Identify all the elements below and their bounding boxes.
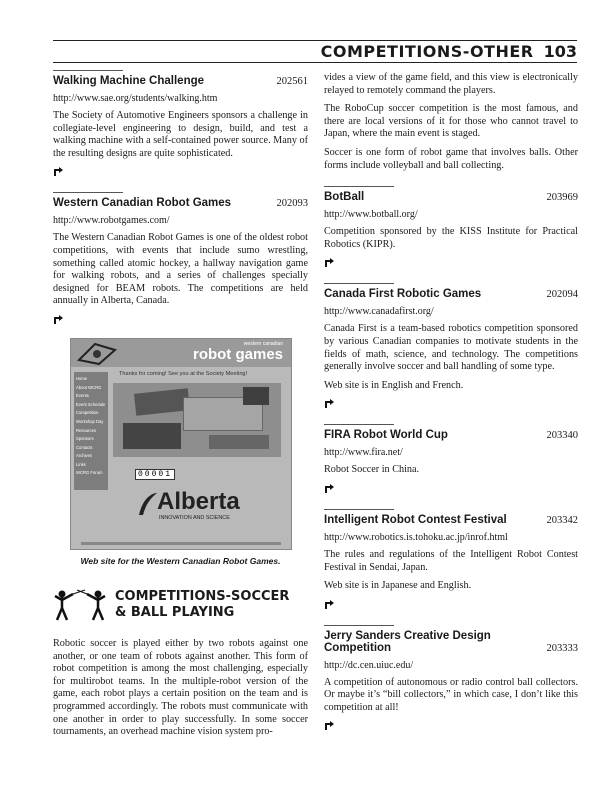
screenshot-nav-item[interactable]: Workshop Day: [76, 418, 104, 424]
entry-url[interactable]: http://www.sae.org/students/walking.htm: [53, 93, 218, 104]
left-column: [53, 70, 308, 739]
entry-name: Walking Machine Challenge: [53, 75, 205, 87]
screenshot-nav-item[interactable]: Events: [76, 393, 89, 399]
intro-paragraph: The RoboCup soccer competition is the most famous, and there are local versions of it for those who cannot travel to Japan, where the main event is staged.: [324, 103, 578, 140]
entry-description: Competition sponsored by the KISS Institute for Practical Robotics (KIPR).: [324, 226, 578, 250]
poster-image: [113, 383, 281, 457]
section-intro: Robotic soccer is played either by two robots against one another, or one team of robots against another. This form of robot competition is among the most challenging, especially for multirobot teams. In the multiple-robot version of the game, each robot plays a certain position on the team and is programmed accordingly. The robots must communicate with one another in order to play successfully. In some soccer tournaments, an overhead machine vision system pro-: [53, 637, 308, 738]
brand-small: western canadian: [243, 340, 283, 347]
screenshot-nav-item[interactable]: Sponsors: [76, 436, 94, 442]
entry-intelligent-robot: [324, 509, 578, 611]
right-column: [324, 72, 578, 732]
entry-description: The Western Canadian Robot Games is one of the oldest robot competitions, with events that include sumo wrestling, something called atomic hockey, a hallway navigation game for walking robots, and a series of challenges specially designed for BEAM robots. The competitions are held annually in Alberta, Canada.: [53, 232, 308, 307]
section-title-line2: & BALL PLAYING: [115, 604, 235, 620]
entry-code: 203969: [546, 192, 578, 204]
entry-code: 203342: [546, 514, 578, 526]
entry-note: Web site is in Japanese and English.: [324, 580, 472, 592]
pointing-hand-icon: [324, 257, 336, 269]
entry-name: Canada First Robotic Games: [324, 288, 482, 301]
entry-jerry-sanders: [324, 625, 578, 733]
pointing-hand-icon: [324, 398, 336, 410]
entry-name: Jerry Sanders Creative Design Competition: [324, 629, 491, 654]
entry-name: Western Canadian Robot Games: [53, 197, 232, 210]
screenshot-nav-item[interactable]: Links: [76, 461, 86, 467]
entry-code: 202093: [276, 198, 308, 210]
screenshot-nav-item[interactable]: Resources: [76, 427, 97, 433]
screenshot-nav-item[interactable]: About WCRG: [76, 384, 102, 390]
entry-note: Web site is in English and French.: [324, 379, 464, 391]
screenshot-nav-item[interactable]: Event Schedule: [76, 401, 106, 407]
screenshot-nav-item[interactable]: Archives: [76, 453, 93, 459]
pointing-hand-icon: [324, 599, 336, 611]
screenshot-nav: [74, 372, 108, 490]
visit-counter: 00001: [135, 469, 175, 480]
alberta-swoosh-icon: [137, 491, 159, 517]
section-heading: [53, 588, 308, 622]
entry-description: Canada First is a team-based robotics competition sponsored by various Canadian companies to motivate students in the fields of math, science, and technology. The competitions generally involve soccer and ball handling of some type.: [324, 323, 578, 373]
pointing-hand-icon: [53, 166, 65, 178]
intro-paragraph: vides a view of the game field, and this view is electronically relayed to remotely command the players.: [324, 72, 578, 96]
thanks-text: Thanks for coming! See you at the Society Meeting!: [119, 370, 248, 377]
entry-walking-machine: [53, 70, 308, 178]
entry-canada-first: [324, 283, 578, 410]
figure-caption: Web site for the Western Canadian Robot Games.: [80, 555, 281, 566]
entry-code: 202094: [546, 289, 578, 301]
screenshot-nav-item[interactable]: Home: [76, 375, 88, 381]
page-title: COMPETITIONS-OTHER: [320, 41, 534, 61]
entry-code: 203333: [546, 642, 578, 654]
alberta-logo: Alberta INNOVATION AND SCIENCE: [137, 489, 257, 521]
pointing-hand-icon: [53, 314, 65, 326]
entry-url[interactable]: http://www.robotgames.com/: [53, 215, 170, 227]
entry-description: Robot Soccer in China.: [324, 464, 420, 476]
entry-name: BotBall: [324, 191, 365, 204]
entry-url[interactable]: http://dc.cen.uiuc.edu/: [324, 659, 414, 671]
entry-western-canadian: [53, 192, 308, 326]
entry-name: FIRA Robot World Cup: [324, 429, 448, 442]
screenshot-nav-item[interactable]: Contacts: [76, 444, 93, 450]
entry-botball: [324, 186, 578, 269]
screenshot-nav-item[interactable]: WCRG Forum: [76, 470, 103, 476]
entry-url[interactable]: http://www.fira.net/: [324, 447, 403, 459]
website-screenshot: [70, 338, 292, 550]
entry-url[interactable]: http://www.botball.org/: [324, 209, 418, 221]
section-title-line1: COMPETITIONS-SOCCER: [115, 588, 290, 604]
robot-logo-icon: [75, 340, 119, 366]
entry-fira: [324, 424, 578, 495]
brand-name: robot games: [192, 345, 283, 363]
header-rule-bottom: [53, 62, 577, 63]
entry-name: Intelligent Robot Contest Festival: [324, 513, 507, 526]
page-number: 103: [543, 41, 577, 61]
entry-description: The Society of Automotive Engineers sponsors a challenge in collegiate-level engineering to design, build, and test a walking machine with a self-contained power source. Many of the resulting designs are quite sophisticated.: [53, 110, 308, 159]
entry-url[interactable]: http://www.robotics.is.tohoku.ac.jp/inrof.html: [324, 531, 508, 543]
entry-code: 202561: [276, 76, 308, 87]
entry-description: A competition of autonomous or radio control ball collectors. Or maybe it’s “bill collectors,” in which case, I don’t like this competition at all!: [324, 676, 578, 713]
screenshot-nav-item[interactable]: Competition: [76, 410, 99, 416]
page-header: [321, 40, 577, 62]
screenshot-banner: [71, 339, 292, 367]
entry-description: The rules and regulations of the Intelligent Robot Contest Festival in Sendai, Japan.: [324, 548, 578, 573]
pointing-hand-icon: [324, 483, 336, 495]
fencers-icon: [53, 588, 107, 622]
entry-url[interactable]: http://www.canadafirst.org/: [324, 306, 434, 318]
entry-code: 203340: [546, 430, 578, 442]
pointing-hand-icon: [324, 720, 336, 732]
intro-paragraph: Soccer is one form of robot game that involves balls. Other forms include volleyball and ball collecting.: [324, 146, 578, 171]
